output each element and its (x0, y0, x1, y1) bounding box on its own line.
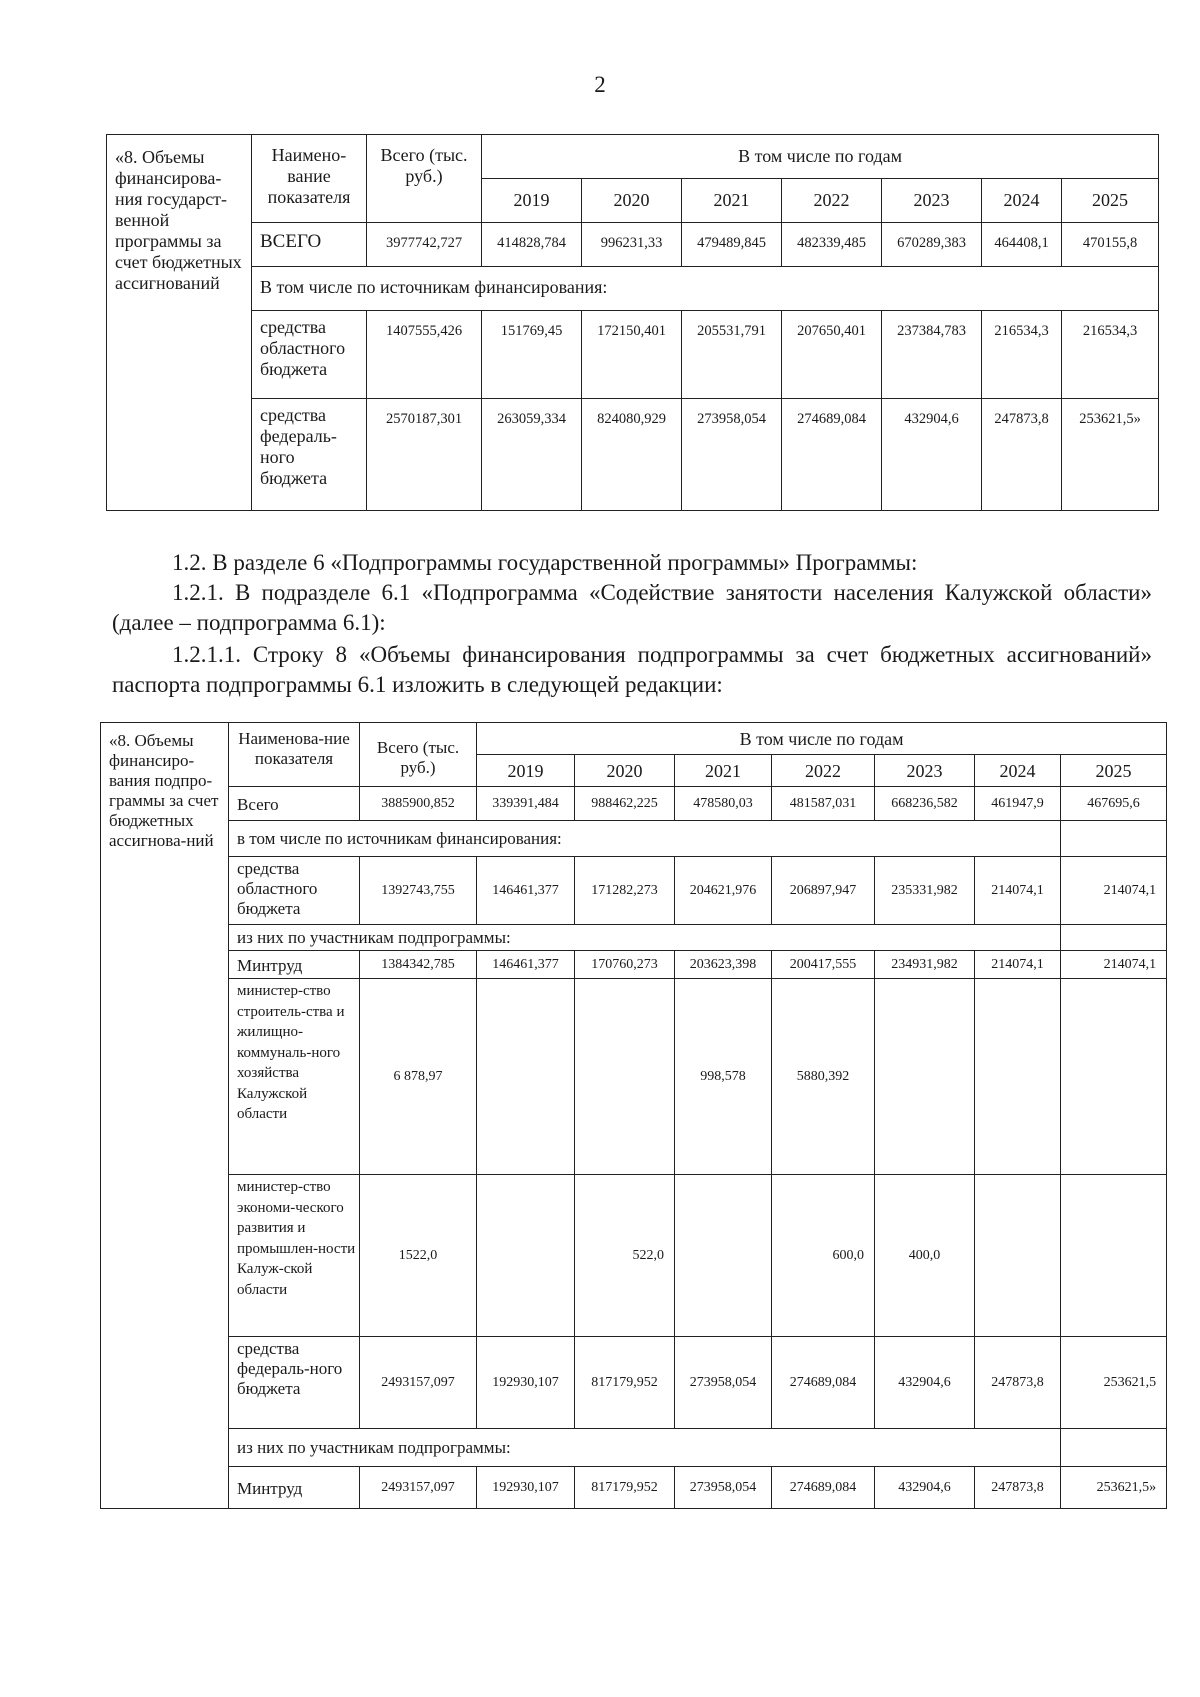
cell-value (575, 979, 675, 1175)
cell-value: 988462,225 (575, 787, 675, 821)
cell-value: 3977742,727 (367, 223, 482, 267)
paragraph-1-2-1-1: 1.2.1.1. Строку 8 «Объемы финансирования подпрограммы за счет бюджетных ассигнований» паспорта подпрограммы 6.1 изложить в следующей редакции: (112, 642, 1152, 697)
year-header: 2020 (582, 179, 682, 223)
section-title: «8. Объемы финансирова-ния государст-венной программы за счет бюджетных ассигнований (107, 135, 252, 511)
cell-value: 204621,976 (675, 857, 772, 925)
cell-value: 600,0 (772, 1175, 875, 1337)
year-header: 2019 (477, 755, 575, 787)
year-header: 2019 (482, 179, 582, 223)
table-row (101, 925, 1167, 951)
cell-value: 151769,45 (482, 311, 582, 399)
cell-value: 235331,982 (875, 857, 975, 925)
year-header: 2021 (675, 755, 772, 787)
cell-value: 481587,031 (772, 787, 875, 821)
cell-value: 998,578 (675, 979, 772, 1175)
cell-value: 479489,845 (682, 223, 782, 267)
cell-value: 1392743,755 (360, 857, 477, 925)
column-header-years-group: В том числе по годам (477, 723, 1167, 755)
participants-subheader: из них по участникам подпрограммы: (229, 925, 1061, 951)
year-header: 2022 (772, 755, 875, 787)
cell-value: 817179,952 (575, 1337, 675, 1429)
table-row (101, 1467, 1167, 1509)
cell-value: 172150,401 (582, 311, 682, 399)
program-funding-table (106, 134, 1159, 511)
year-header: 2020 (575, 755, 675, 787)
cell-value: 171282,273 (575, 857, 675, 925)
table-row (107, 311, 1159, 399)
column-header-name: Наименова-ние показателя (229, 723, 360, 787)
cell-value: 170760,273 (575, 951, 675, 979)
cell-value: 432904,6 (882, 399, 982, 511)
cell-value: 5880,392 (772, 979, 875, 1175)
cell-value: 3885900,852 (360, 787, 477, 821)
table-row (101, 1429, 1167, 1467)
year-header: 2023 (875, 755, 975, 787)
year-header: 2023 (882, 179, 982, 223)
table-row (107, 223, 1159, 267)
sources-subheader: в том числе по источникам финансирования: (229, 821, 1061, 857)
table-row (101, 787, 1167, 821)
table-row (101, 1337, 1167, 1429)
year-header: 2024 (982, 179, 1062, 223)
cell-value: 1384342,785 (360, 951, 477, 979)
year-header: 2021 (682, 179, 782, 223)
year-header: 2025 (1062, 179, 1159, 223)
cell-value: 6 878,97 (360, 979, 477, 1175)
table-row (101, 979, 1167, 1175)
table-row (101, 821, 1167, 857)
cell-value: 273958,054 (682, 399, 782, 511)
cell-value: 203623,398 (675, 951, 772, 979)
cell-value: 205531,791 (682, 311, 782, 399)
row-label: министер-ство экономи-ческого развития и промышлен-ности Калуж-ской области (229, 1175, 360, 1337)
row-label: средства федераль-ного бюджета (229, 1337, 360, 1429)
empty-cell (1061, 1429, 1167, 1467)
cell-value: 192930,107 (477, 1337, 575, 1429)
cell-value: 247873,8 (982, 399, 1062, 511)
cell-value: 1522,0 (360, 1175, 477, 1337)
cell-value: 432904,6 (875, 1337, 975, 1429)
table-row (101, 857, 1167, 925)
cell-value: 253621,5 (1061, 1337, 1167, 1429)
cell-value: 482339,485 (782, 223, 882, 267)
cell-value: 467695,6 (1061, 787, 1167, 821)
cell-value (1061, 1175, 1167, 1337)
sources-subheader: В том числе по источникам финансирования: (252, 267, 1159, 311)
cell-value: 432904,6 (875, 1467, 975, 1509)
cell-value: 192930,107 (477, 1467, 575, 1509)
cell-value: 247873,8 (975, 1467, 1061, 1509)
year-header: 2025 (1061, 755, 1167, 787)
cell-value: 274689,084 (772, 1337, 875, 1429)
cell-value: 273958,054 (675, 1337, 772, 1429)
cell-value: 996231,33 (582, 223, 682, 267)
cell-value: 461947,9 (975, 787, 1061, 821)
cell-value: 247873,8 (975, 1337, 1061, 1429)
cell-value: 214074,1 (975, 951, 1061, 979)
paragraph-1-2-1: 1.2.1. В подразделе 6.1 «Подпрограмма «Содействие занятости населения Калужской области» (далее – подпрограмма 6.1): (112, 580, 1152, 635)
cell-value: 470155,8 (1062, 223, 1159, 267)
row-label: средства областного бюджета (229, 857, 360, 925)
cell-value: 2493157,097 (360, 1337, 477, 1429)
cell-value: 216534,3 (982, 311, 1062, 399)
table-row (101, 951, 1167, 979)
cell-value: 237384,783 (882, 311, 982, 399)
participants-subheader: из них по участникам подпрограммы: (229, 1429, 1061, 1467)
empty-cell (1061, 925, 1167, 951)
cell-value (975, 1175, 1061, 1337)
cell-value: 817179,952 (575, 1467, 675, 1509)
row-label: министер-ство строитель-ства и жилищно-коммуналь-ного хозяйства Калужской области (229, 979, 360, 1175)
cell-value: 214074,1 (975, 857, 1061, 925)
cell-value (477, 979, 575, 1175)
cell-value (477, 1175, 575, 1337)
cell-value: 2493157,097 (360, 1467, 477, 1509)
cell-value: 414828,784 (482, 223, 582, 267)
cell-value: 400,0 (875, 1175, 975, 1337)
cell-value: 253621,5» (1061, 1467, 1167, 1509)
cell-value: 670289,383 (882, 223, 982, 267)
table-row (107, 267, 1159, 311)
cell-value: 263059,334 (482, 399, 582, 511)
cell-value: 668236,582 (875, 787, 975, 821)
row-label: средства федераль-ного бюджета (252, 399, 367, 511)
page-number: 2 (594, 72, 606, 97)
cell-value: 478580,03 (675, 787, 772, 821)
year-header: 2024 (975, 755, 1061, 787)
cell-value: 824080,929 (582, 399, 682, 511)
cell-value: 214074,1 (1061, 951, 1167, 979)
year-header: 2022 (782, 179, 882, 223)
cell-value: 274689,084 (782, 399, 882, 511)
cell-value: 522,0 (575, 1175, 675, 1337)
cell-value (675, 1175, 772, 1337)
paragraph-1-2: 1.2. В разделе 6 «Подпрограммы государственной программы» Программы: (172, 550, 918, 575)
table-row (107, 399, 1159, 511)
table-row (101, 1175, 1167, 1337)
row-label: средства областного бюджета (252, 311, 367, 399)
cell-value: 214074,1 (1061, 857, 1167, 925)
cell-value (975, 979, 1061, 1175)
column-header-total: Всего (тыс. руб.) (360, 723, 477, 787)
cell-value: 273958,054 (675, 1467, 772, 1509)
section-title: «8. Объемы финансиро-вания подпро-граммы за счет бюджетных ассигнова-ний (101, 723, 229, 1509)
column-header-name: Наимено-вание показателя (252, 135, 367, 223)
cell-value: 216534,3 (1062, 311, 1159, 399)
empty-cell (1061, 821, 1167, 857)
row-label: Минтруд (229, 951, 360, 979)
subprogram-funding-table (100, 722, 1167, 1509)
cell-value: 146461,377 (477, 951, 575, 979)
cell-value (875, 979, 975, 1175)
cell-value: 339391,484 (477, 787, 575, 821)
column-header-total: Всего (тыс. руб.) (367, 135, 482, 223)
cell-value (1061, 979, 1167, 1175)
cell-value: 146461,377 (477, 857, 575, 925)
row-label: ВСЕГО (252, 223, 367, 267)
cell-value: 207650,401 (782, 311, 882, 399)
row-label: Минтруд (229, 1467, 360, 1509)
cell-value: 234931,982 (875, 951, 975, 979)
cell-value: 253621,5» (1062, 399, 1159, 511)
row-label: Всего (229, 787, 360, 821)
cell-value: 2570187,301 (367, 399, 482, 511)
cell-value: 206897,947 (772, 857, 875, 925)
cell-value: 464408,1 (982, 223, 1062, 267)
cell-value: 274689,084 (772, 1467, 875, 1509)
cell-value: 200417,555 (772, 951, 875, 979)
column-header-years-group: В том числе по годам (482, 135, 1159, 179)
cell-value: 1407555,426 (367, 311, 482, 399)
